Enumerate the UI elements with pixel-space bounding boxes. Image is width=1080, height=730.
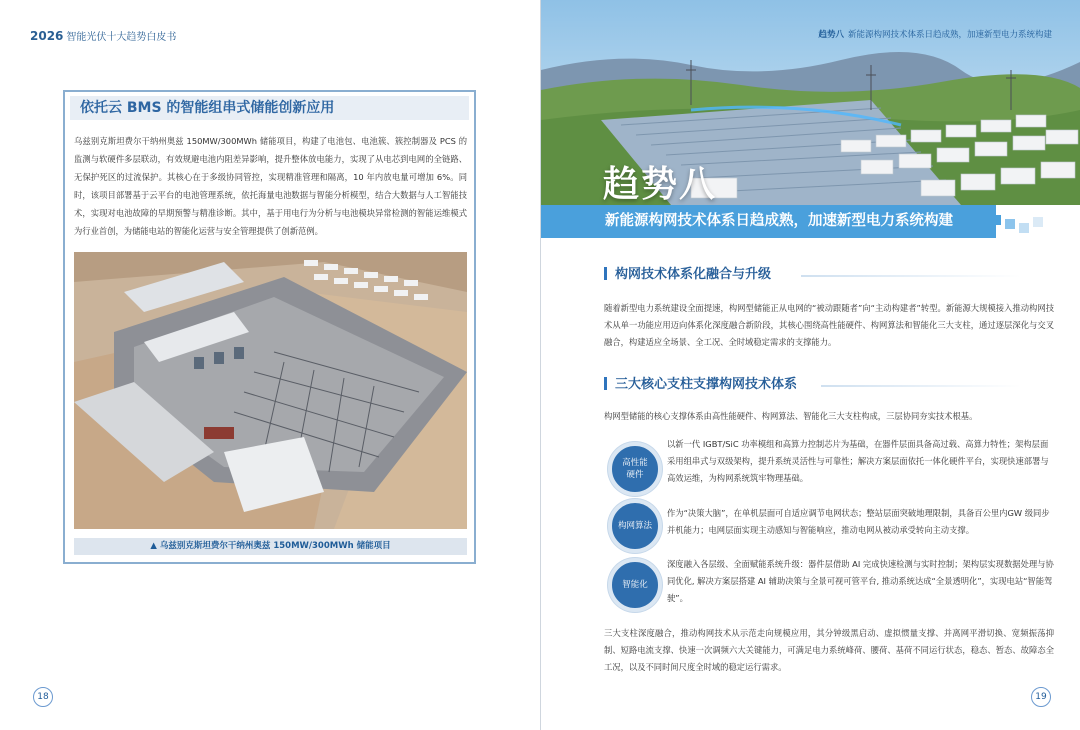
pillar-badge-intelligence [608,558,662,612]
page-number-left: 18 [33,687,53,707]
case-study-body: 乌兹别克斯坦费尔干纳州奥兹 150MW/300MWh 储能项目，构建了电池包、电池簇、簇控制器及 PCS 的监测与软硬件多层联动，有效规避电池内阻差异影响，提升整体放电能力，实现了从电芯到电网的全链路、无保护死区的过流保护。其核心在于多级协同管控，实现精准管理和隔离，10 年内放电量可增加 6%。同时，该项目部署基于云平台的电池管理系统，依托海量电池数据与智能分析模型，结合大数据与人工智能技术，实现对电池故障的早期预警与精准诊断。其中，基于用电行为分析与电池模块异常检测的智能运维模式为行业首创，为储能电站的智能化运营与安全管理提供了创新范例。 [74,136,467,236]
pillar-badge-hardware [608,442,662,496]
trend-heading: 趋势八 [603,164,718,205]
closing-paragraph: 三大支柱深度融合，推动构网技术从示范走向规模应用，其分钟级黑启动、虚拟惯量支撑、并离网平滑切换、宽频振荡抑制、短路电流支撑、快速一次调频六大关键能力，可满足电力系统峰荷、腰荷、基荷不同运行状态，稳态、暂态、故障态全工况，以及不同时间尺度全时域的稳定运行需求。 [604,628,1054,672]
section-2-title: 三大核心支柱支撑构网技术体系 [615,377,798,392]
pillar-label-algorithm: 构网算法 [617,521,652,531]
pillar-text-hardware: 以新一代 IGBT/SiC 功率模组和高算力控制芯片为基础，在器件层面具备高过载、高算力特性；架构层面采用组串式与双级架构，提升系统灵活性与可靠性；解决方案层面依托一体化硬件平台，实现快速部署与高效运维，为构网系统筑牢物理基础。 [667,439,1049,483]
section-2-heading [604,376,797,394]
header-trend-title: 新能源构网技术体系日趋成熟，加速新型电力系统构建 [847,30,1052,40]
project-aerial-photo [74,252,467,529]
case-study-box [63,90,476,564]
trend-subtitle: 新能源构网技术体系日趋成熟，加速新型电力系统构建 [605,213,953,229]
photo-caption: ▲ 乌兹别克斯坦费尔干纳州奥兹 150MW/300MWh 储能项目 [74,538,467,555]
right-page [541,0,1080,730]
pillar-text-intelligence: 深度融入各层级、全面赋能系统升级：器件层借助 AI 完成快速检测与实时控制；架构层实现数据处理与协同优化, 解决方案层搭建 AI 辅助决策与全景可视可管平台, 推动系统达成“全景透明化”，实现电站“智能驾驶”。 [667,559,1054,603]
header-trend-label: 趋势八 [818,30,844,40]
section-1-rule [801,275,1021,277]
header-title: 智能光伏十大趋势白皮书 [66,32,177,43]
running-header-right [818,28,1052,40]
substation-illustration [74,252,467,529]
header-year: 2026 [30,29,64,43]
page-number-right: 19 [1031,687,1051,707]
pillar-label-hardware: 高性能 硬件 [622,458,648,480]
pillar-label-intelligence: 智能化 [622,580,648,590]
landscape-banner [541,0,1080,205]
pillar-text-algorithm: 作为“决策大脑”，在单机层面可自适应调节电网状态；整站层面突破地理限制，具备百公里内GW 级同步并机能力；电网层面实现主动感知与智能响应，推动电网从被动承受转向主动支撑。 [667,508,1050,535]
running-header [30,28,176,43]
decorative-squares [991,215,1071,239]
section-2-rule [821,385,1021,387]
section-2-intro: 构网型储能的核心支撑体系由高性能硬件、构网算法、智能化三大支柱构成，三层协同夯实技术根基。 [604,411,978,421]
section-1-body: 随着新型电力系统建设全面提速，构网型储能正从电网的“被动跟随者”向“主动构建者”转型。新能源大规模接入推动构网技术从单一功能应用迈向体系化深度融合新阶段，其核心围绕高性能硬件、构网算法和智能化三大支柱，通过逐层深化与交叉融合，构建适应全场景、全工况、全时域稳定需求的支撑能力。 [604,303,1054,347]
pillar-badge-algorithm [608,499,662,553]
case-study-title: 依托云 BMS 的智能组串式储能创新应用 [70,96,469,120]
section-1-heading [604,266,771,284]
section-1-title: 构网技术体系化融合与升级 [615,267,772,282]
